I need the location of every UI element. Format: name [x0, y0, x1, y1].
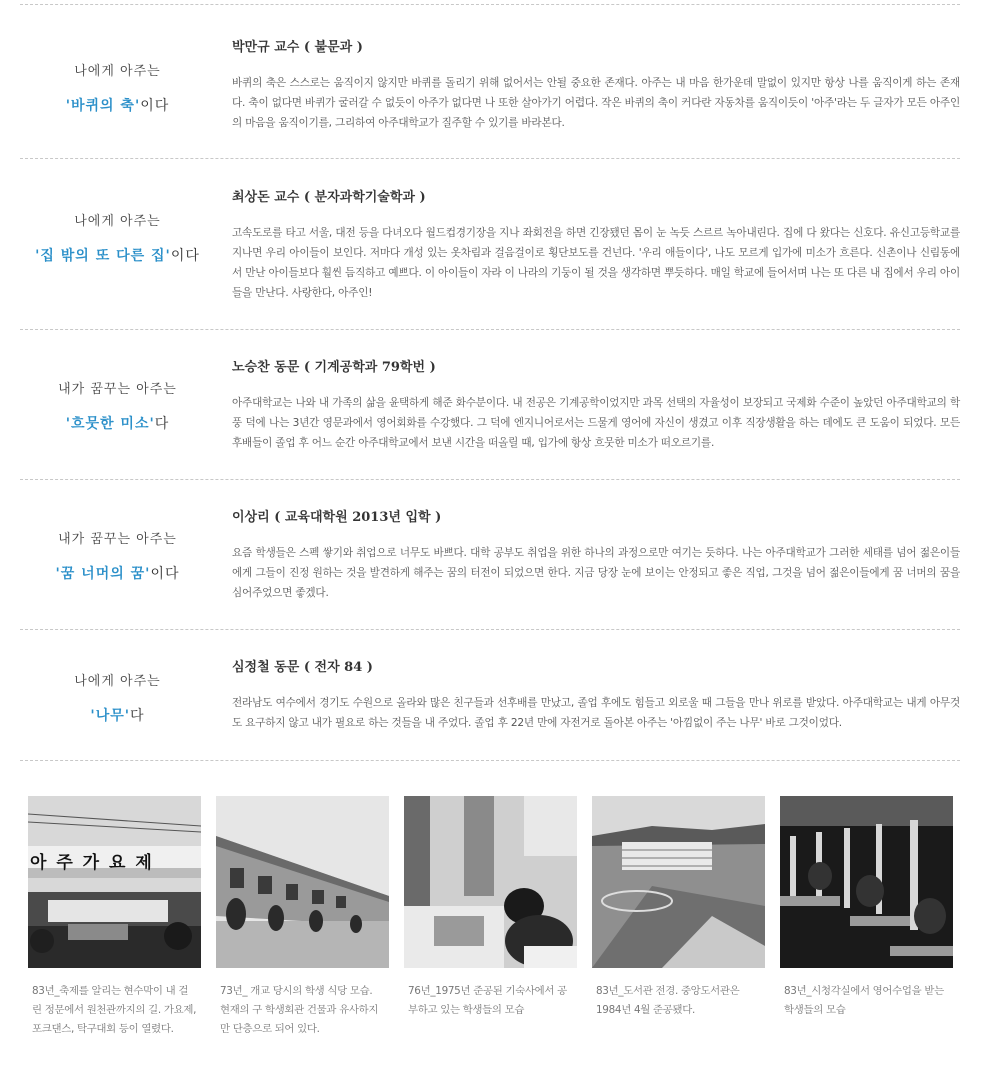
photo-card — [404, 796, 577, 1020]
motto-line1: 나에게 아주는 — [74, 214, 161, 229]
festival-sign-text: 아 주 가 요 제 — [30, 853, 154, 873]
separator — [20, 4, 960, 5]
testimonial-entry — [20, 36, 960, 146]
separator — [20, 158, 960, 159]
testimonial-entry — [20, 506, 960, 616]
motto — [20, 60, 215, 115]
person-text: 고속도로를 타고 서울, 대전 등을 다녀오다 월드컵경기장을 지나 좌회전을 하면 긴장됐던 몸이 눈 녹듯 스르르 녹아내린다. 집에 다 왔다는 신호다. 유신고등학교를 지나면 우리 아이들이 보인다. 저마다 개성 있는 옷차림과 걸음걸이로 횡단보도를 건넌다. '우리 애들이다', 나도 모르게 입가에 미소가 흐른다. 신촌이나 신림동에서 만난 아이들보다 훨씬 듬직하고 예쁘다. 이 아이들이 자라 이 나라의 기둥이 될 것을 생각하면 뿌듯하다. 매일 학교에 들어서며 나는 또 다른 내 집에서 우리 아이들을 만난다. 사랑한다, 아주인! — [232, 227, 960, 299]
photo-caption: 83년_시청각실에서 영어수업을 받는 학생들의 모습 — [784, 985, 944, 1016]
separator — [20, 760, 960, 761]
motto-line1: 내가 꿈꾸는 아주는 — [58, 532, 177, 547]
motto-line2 — [20, 95, 215, 115]
person-block — [232, 356, 960, 453]
photo-caption: 83년_축제를 알리는 현수막이 내 걸린 정문에서 원천관까지의 길. 가요제, 포크댄스, 탁구대회 등이 열렸다. — [32, 985, 197, 1035]
motto-highlight: '집 밖의 또 다른 집' — [35, 248, 171, 264]
person-text: 요즘 학생들은 스펙 쌓기와 취업으로 너무도 바쁘다. 대학 공부도 취업을 위한 하나의 과정으로만 여기는 듯하다. 나는 아주대학교가 그러한 세태를 넘어 젊은이들에게 그들이 진정 원하는 것을 발견하게 해주는 꿈의 터전이 되었으면 한다. 지금 당장 눈에 보이는 안정되고 좋은 직업, 그것을 넘어 젊은이들에게 꿈 너머의 꿈을 심어주었으면 좋겠다. — [232, 547, 960, 599]
person-name: 이상리 ( 교육대학원 2013년 입학 ) — [232, 510, 442, 525]
person-name: 심정철 동문 ( 전자 84 ) — [232, 660, 373, 675]
testimonial-entry — [20, 656, 960, 746]
motto-highlight: '바퀴의 축' — [65, 98, 141, 114]
photo-caption: 73년_ 개교 당시의 학생 식당 모습. 현재의 구 학생회관 건물과 유사하지만 단층으로 되어 있다. — [220, 985, 379, 1035]
photo-language-lab — [780, 796, 953, 968]
person-text: 전라남도 여수에서 경기도 수원으로 올라와 많은 친구들과 선후배를 만났고, 졸업 후에도 힘들고 외로울 때 그들을 만나 위로를 받았다. 아주대학교는 내게 아무것도 요구하지 않고 내가 필요로 하는 것들을 내 주었다. 졸업 후 22년 만에 자전거로 돌아본 아주는 '아낌없이 주는 나무' 바로 그것이었다. — [232, 697, 960, 729]
motto-line2 — [20, 563, 215, 583]
motto-line1: 나에게 아주는 — [74, 64, 161, 79]
person-name: 박만규 교수 ( 불문과 ) — [232, 40, 363, 55]
photo-dormitory-study — [404, 796, 577, 968]
motto-line1: 나에게 아주는 — [74, 674, 161, 689]
photo-card — [780, 796, 953, 1020]
person-block — [232, 656, 960, 733]
motto-line1: 내가 꿈꾸는 아주는 — [58, 382, 177, 397]
motto — [20, 378, 215, 433]
photo-student-cafeteria — [216, 796, 389, 968]
photo-festival-banner — [28, 796, 201, 968]
photo-card — [216, 796, 389, 1039]
photo-gallery — [28, 796, 958, 1056]
separator — [20, 329, 960, 330]
motto-line2 — [20, 245, 215, 265]
photo-caption: 83년_도서관 전경. 중앙도서관은 1984년 4월 준공됐다. — [596, 985, 740, 1016]
person-block — [232, 36, 960, 133]
person-name: 노승찬 동문 ( 기계공학과 79학번 ) — [232, 360, 436, 375]
motto-highlight: '꿈 너머의 꿈' — [55, 566, 151, 582]
motto-highlight: '나무' — [90, 708, 131, 724]
testimonial-entry — [20, 186, 960, 316]
photo-library-aerial — [592, 796, 765, 968]
motto-suffix: 이다 — [170, 248, 200, 264]
person-text: 바퀴의 축은 스스로는 움직이지 않지만 바퀴를 돌리기 위해 없어서는 안될 중요한 존재다. 아주는 내 마음 한가운데 말없이 있지만 항상 나를 움직이게 하는 존재다. 축이 없다면 바퀴가 굴러갈 수 없듯이 아주가 없다면 나 또한 살아가기 어렵다. 작은 바퀴의 축이 커다란 자동차를 움직이듯이 '아주'라는 두 글자가 모든 아주인의 마음을 움직이기를, 그리하여 아주대학교가 질주할 수 있기를 바라본다. — [232, 77, 960, 129]
person-block — [232, 506, 960, 603]
photo-card — [592, 796, 765, 1020]
motto-highlight: '흐뭇한 미소' — [65, 416, 155, 432]
motto — [20, 528, 215, 583]
separator — [20, 629, 960, 630]
person-block — [232, 186, 960, 303]
motto-suffix: 이다 — [140, 98, 170, 114]
person-text: 아주대학교는 나와 내 가족의 삶을 윤택하게 해준 화수분이다. 내 전공은 기계공학이었지만 과목 선택의 자율성이 보장되고 국제화 수준이 높았던 아주대학교의 학풍 덕에 나는 3년간 영문과에서 영어회화를 수강했다. 그 덕에 엔지니어로서는 드물게 영어에 자신이 생겼고 이후 직장생활을 하는 데에도 큰 도움이 되었다. 모든 후배들이 졸업 후 어느 순간 아주대학교에서 보낸 시간을 떠올릴 때, 입가에 항상 흐뭇한 미소가 떠오르기를. — [232, 397, 960, 449]
photo-card — [28, 796, 201, 1039]
motto-line2 — [20, 413, 215, 433]
photo-caption: 76년_1975년 준공된 기숙사에서 공부하고 있는 학생들의 모습 — [408, 985, 567, 1016]
motto-suffix: 다 — [130, 708, 145, 724]
motto — [20, 210, 215, 265]
motto — [20, 670, 215, 725]
person-name: 최상돈 교수 ( 분자과학기술학과 ) — [232, 190, 426, 205]
testimonial-entry — [20, 356, 960, 466]
motto-line2 — [20, 705, 215, 725]
motto-suffix: 다 — [154, 416, 170, 432]
separator — [20, 479, 960, 480]
motto-suffix: 이다 — [150, 566, 180, 582]
